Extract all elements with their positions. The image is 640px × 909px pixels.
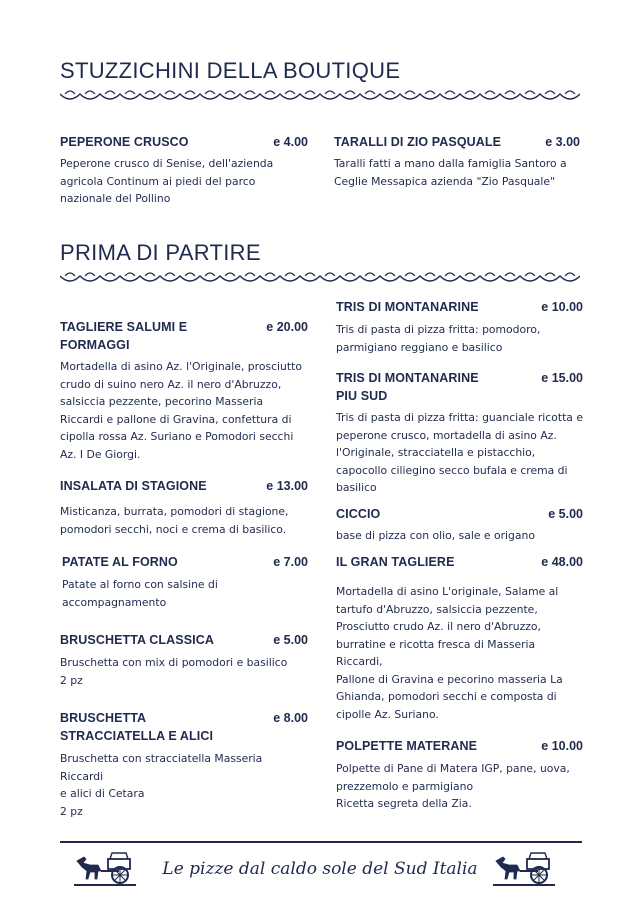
menu-item-ciccio: [336, 505, 583, 547]
item-name: PEPERONE CRUSCO: [60, 135, 189, 149]
item-price: e 8.00: [273, 711, 308, 725]
item-description: Patate al forno con salsine di accompagnamento: [62, 578, 218, 609]
menu-item-taralli: [334, 133, 580, 193]
item-price: e 3.00: [545, 135, 580, 149]
item-price: e 4.00: [273, 135, 308, 149]
item-name: PATATE AL FORNO: [62, 555, 178, 569]
menu-item-tagliere-salumi: [60, 318, 308, 468]
item-name: BRUSCHETTA STRACCIATELLA E ALICI: [60, 711, 214, 743]
item-price: e 15.00: [541, 371, 583, 385]
item-description: Tris di pasta di pizza fritta: pomodoro, parmigiano reggiano e basilico: [336, 323, 541, 354]
menu-item-tris-montanarine-piu-sud: [336, 369, 583, 499]
item-description: Mortadella di asino L'originale, Salame al tartufo d'Abruzzo, salsiccia pezzente, Prosciutto crudo Az. il nero d'Abruzzo, burratine e ricotta fresca di Masseria Riccardi, Pallone di Gravina e pecorino masseria La Ghianda, pomodori secchi e composta di cipolle Az. Suriano.: [336, 585, 563, 721]
item-name: CICCIO: [336, 507, 381, 521]
item-price: e 13.00: [266, 479, 308, 493]
wave-divider-icon: [60, 90, 580, 104]
footer-tagline: Le pizze dal caldo sole del Sud Italia: [162, 859, 478, 879]
item-name: TARALLI DI ZIO PASQUALE: [334, 135, 502, 149]
item-description: Misticanza, burrata, pomodori di stagione, pomodori secchi, noci e crema di basilico.: [60, 505, 289, 536]
item-description: Polpette di Pane di Matera IGP, pane, uova, prezzemolo e parmigiano Ricetta segreta della Zia.: [336, 762, 570, 810]
item-description: base di pizza con olio, sale e origano: [336, 529, 535, 542]
item-price: e 20.00: [266, 320, 308, 334]
item-name: POLPETTE MATERANE: [336, 739, 478, 753]
item-price: e 5.00: [548, 507, 583, 521]
item-name: TAGLIERE SALUMI E FORMAGGI: [60, 320, 188, 352]
item-name: TRIS DI MONTANARINE: [336, 300, 479, 314]
item-price: e 10.00: [541, 300, 583, 314]
item-price: e 5.00: [273, 633, 308, 647]
item-description: Mortadella di asino Az. l'Originale, prosciutto crudo di suino nero Az. il nero d'Abruzzo, salsiccia pezzente, pecorino Masseria Riccardi e pallone di Gravina, confettura di cipolla rossa Az. Suriano e Pomodori secchi Az. I De Giorgi.: [60, 360, 302, 461]
item-description: Bruschetta con stracciatella Masseria Riccardi e alici di Cetara 2 pz: [60, 752, 263, 818]
item-name: TRIS DI MONTANARINE PIU SUD: [336, 371, 479, 403]
section-title-prima-di-partire: PRIMA DI PARTIRE: [60, 240, 261, 265]
item-name: BRUSCHETTA CLASSICA: [60, 633, 214, 647]
wave-divider-icon: [60, 272, 580, 286]
item-description: Tris di pasta di pizza fritta: guanciale ricotta e peperone crusco, mortadella di asino Az. l'Originale, stracciatella e pistacchio, capocollo ciliegino secco bufala e crema di basilico: [336, 411, 583, 494]
item-price: e 48.00: [541, 555, 583, 569]
item-price: e 10.00: [541, 739, 583, 753]
menu-item-bruschetta-classica: [60, 631, 308, 691]
item-price: e 7.00: [273, 555, 308, 569]
item-description: Peperone crusco di Senise, dell'azienda agricola Continum ai piedi del parco nazionale del Pollino: [60, 157, 274, 205]
menu-item-patate: [62, 553, 308, 613]
item-description: Taralli fatti a mano dalla famiglia Santoro a Ceglie Messapica azienda "Zio Pasquale": [334, 157, 567, 188]
footer-divider: [60, 841, 582, 843]
menu-item-gran-tagliere: [336, 553, 583, 721]
menu-item-insalata: [60, 477, 308, 547]
menu-item-peperone-crusco: [60, 133, 308, 213]
menu-item-bruschetta-stracciatella: [60, 709, 308, 818]
section-title-stuzzichini: STUZZICHINI DELLA BOUTIQUE: [60, 58, 401, 83]
horse-cart-icon: [493, 849, 555, 889]
item-description: Bruschetta con mix di pomodori e basilico 2 pz: [60, 656, 288, 687]
menu-item-tris-montanarine: [336, 298, 583, 358]
item-name: IL GRAN TAGLIERE: [336, 555, 455, 569]
menu-item-polpette-materane: [336, 737, 583, 817]
item-name: INSALATA DI STAGIONE: [60, 479, 207, 493]
